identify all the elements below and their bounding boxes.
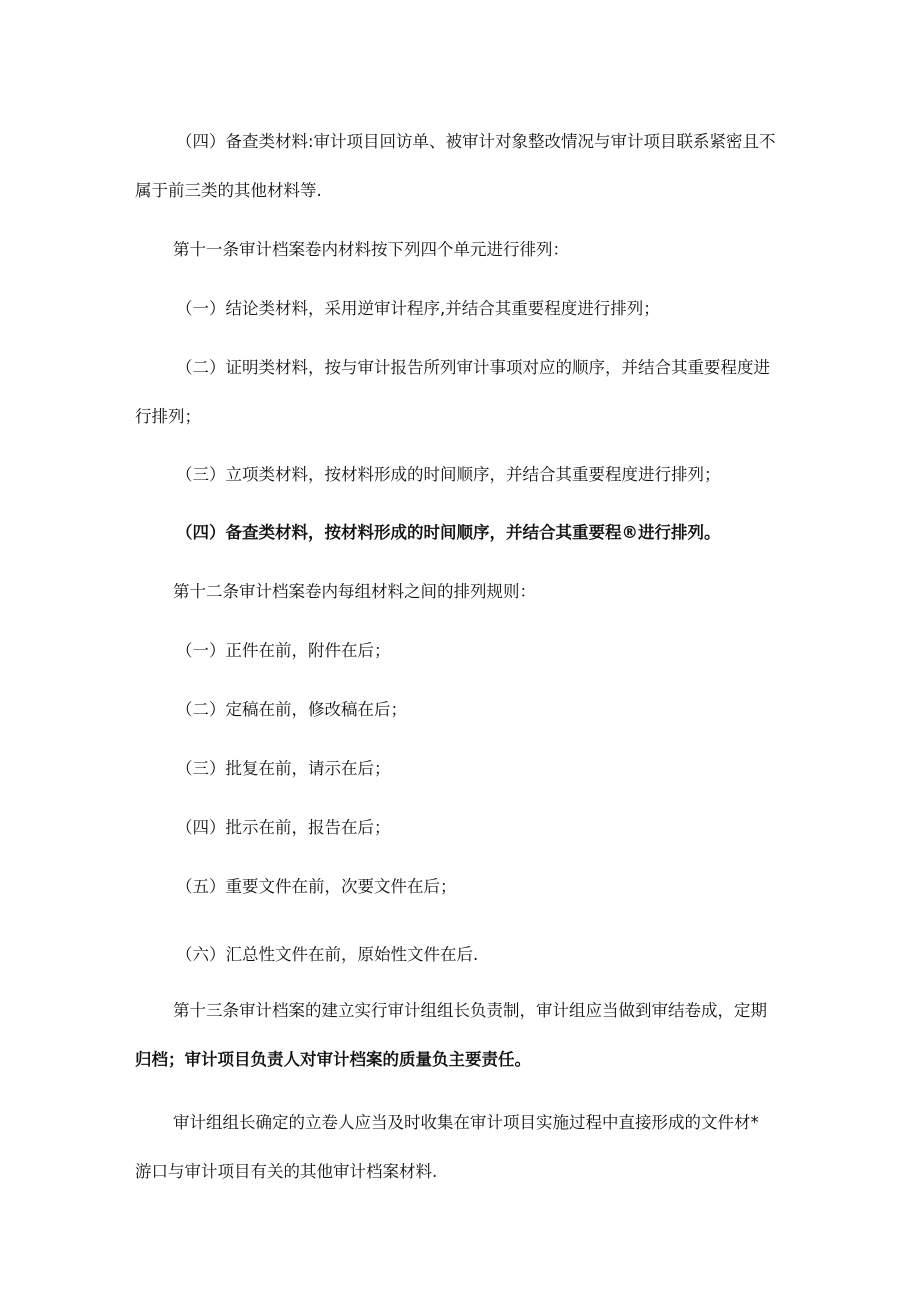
article-12-item-4: （四）批示在前，报告在后； [176, 818, 391, 837]
article-13-line-1: 第十三条审计档案的建立实行审计组组长负责制，审计组应当做到审结卷成，定期 [173, 1001, 767, 1020]
article-12-item-3: （三）批复在前，请示在后； [176, 759, 391, 778]
article-11-item-2-start: （二）证明类材料，按与审计报告所列审计事项对应的顺序，并结合其重要程度进 [176, 358, 770, 377]
article-11-item-1: （一）结论类材料，采用逆审计程序,并结合其重要程度进行排列； [176, 299, 660, 318]
article-12-item-2: （二）定稿在前，修改稿在后； [176, 700, 407, 719]
article-12-item-1: （一）正件在前，附件在后； [176, 641, 391, 660]
article-13-paragraph-2-line-1: 审计组组长确定的立卷人应当及时收集在审计项目实施过程中直接形成的文件材* [173, 1113, 759, 1132]
article-13-paragraph-2-line-2: 游口与审计项目有关的其他审计档案材料. [135, 1162, 438, 1181]
article-12-item-6: （六）汇总性文件在前，原始性文件在后. [176, 945, 479, 964]
article-11-item-2-end: 行排列； [135, 407, 201, 426]
article-11-heading: 第十一条审计档案卷内材料按下列四个单元进行徘列： [173, 240, 569, 259]
article-13-line-2: 归档；审计项目负责人对审计档案的质量负主要责任。 [135, 1050, 531, 1069]
article-11-item-4: （四）备查类材料，按材料形成的时间顺序，并结合其重要程®进行排列。 [176, 523, 721, 542]
paragraph-line-item-4-start: （四）备查类材料:审计项目回访单、被审计对象整改情况与审计项目联系紧密且不 [176, 132, 776, 151]
article-12-heading: 第十二条审计档案卷内每组材料之间的排列规则： [173, 582, 536, 601]
article-11-item-3: （三）立项类材料，按材料形成的时间顺序，并结合其重要程度进行排列； [176, 465, 721, 484]
paragraph-line-item-4-end: 属于前三类的其他材料等. [135, 181, 322, 200]
article-12-item-5: （五）重要文件在前，次要文件在后； [176, 877, 457, 896]
